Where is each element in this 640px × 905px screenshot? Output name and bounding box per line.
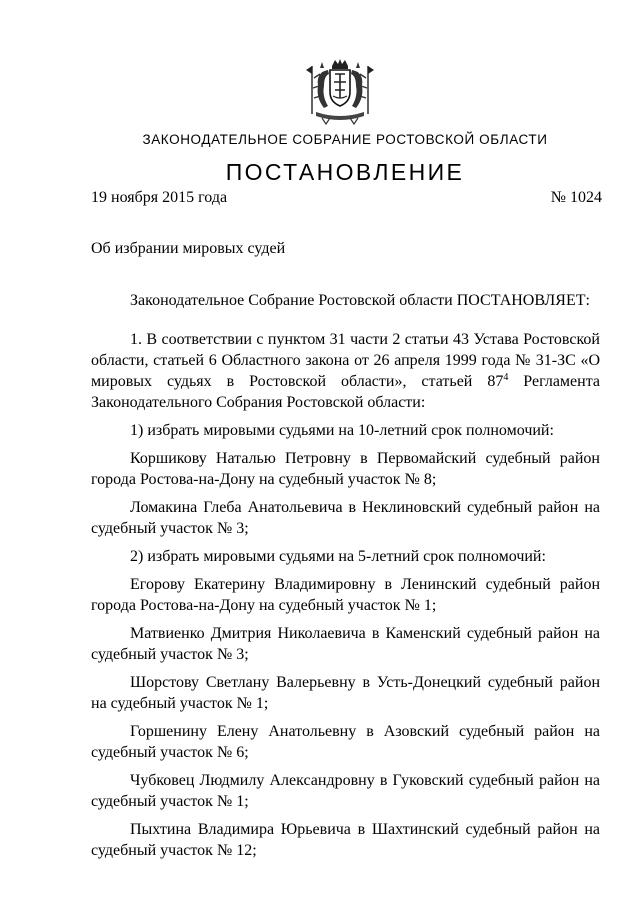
clause-1: 1. В соответствии с пунктом 31 части 2 статьи 43 Устава Ростовской области, статьей 6 Областного закона от 26 апреля 1999 года № 31-ЗС «О мировых судьях в Ростовской области», статьей $87^4$ Регламента Законодательного Собрания Ростовской области: xyxy=(91,331,600,411)
judge-entry: Егорову Екатерину Владимировну в Ленинский судебный район города Ростова-на-Дону на судебный участок № 1; xyxy=(91,576,600,614)
judge-entry: Ломакина Глеба Анатольевича в Неклиновский судебный район на судебный участок № 3; xyxy=(91,499,600,537)
judge-entry: Шорстову Светлану Валерьевну в Усть-Донецкий судебный район на судебный участок № 1; xyxy=(91,674,600,712)
judge-entry: Коршикову Наталью Петровну в Первомайский судебный район города Ростова-на-Дону на судебный участок № 8; xyxy=(91,450,600,488)
clause-1-superscript: 4 xyxy=(503,372,509,383)
judge-entry: Пыхтина Владимира Юрьевича в Шахтинский судебный район на судебный участок № 12; xyxy=(91,821,600,859)
subclause-5-year: 2) избрать мировыми судьями на 5-летний срок полномочий: xyxy=(130,548,546,565)
decree-lead: Законодательное Собрание Ростовской области ПОСТАНОВЛЯЕТ: xyxy=(130,292,590,309)
document-number: № 1024 xyxy=(550,189,602,206)
judge-entry: Чубковец Людмилу Александровну в Гуковский судебный район на судебный участок № 1; xyxy=(91,772,600,810)
document-date: 19 ноября 2015 года xyxy=(91,189,228,206)
document-type: ПОСТАНОВЛЕНИЕ xyxy=(225,159,465,185)
document-subject: Об избрании мировых судей xyxy=(91,240,286,257)
judge-entry: Горшенину Елену Анатольевну в Азовский судебный район на судебный участок № 6; xyxy=(91,723,600,761)
document-body xyxy=(91,290,600,868)
organization-name: ЗАКОНОДАТЕЛЬНОЕ СОБРАНИЕ РОСТОВСКОЙ ОБЛАСТИ xyxy=(142,132,548,147)
subclause-10-year: 1) избрать мировыми судьями на 10-летний срок полномочий: xyxy=(130,422,554,439)
coat-of-arms-icon xyxy=(302,58,378,126)
judge-entry: Матвиенко Дмитрия Николаевича в Каменский судебный район на судебный участок № 3; xyxy=(91,625,600,663)
